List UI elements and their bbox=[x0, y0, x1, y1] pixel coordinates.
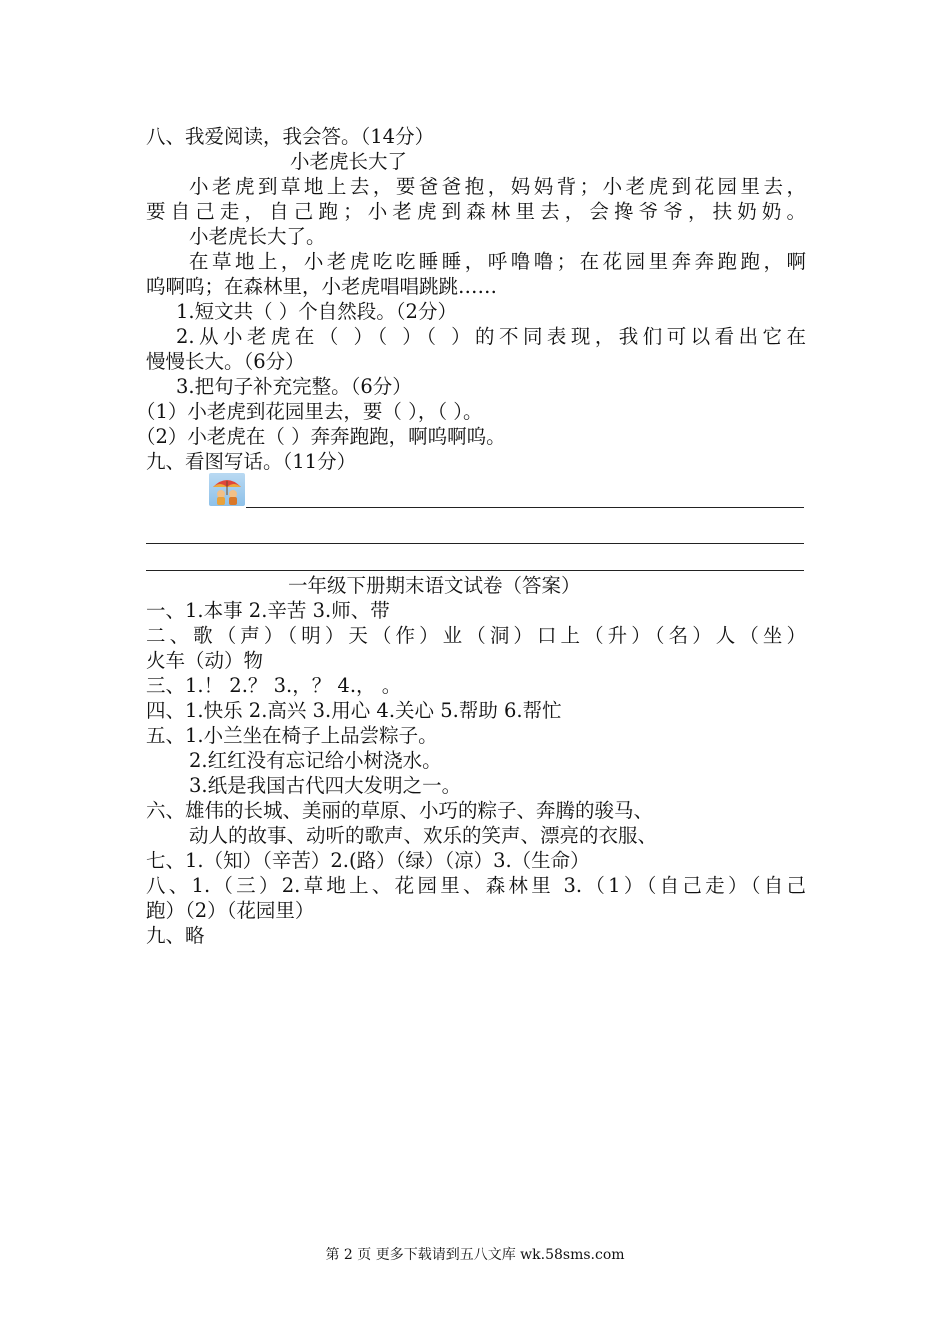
answer-2-line1: 二、歌（声）（明）天（作）业（洞）口上（升）（名）人（坐） bbox=[146, 624, 806, 647]
page-footer: 第 2 页 更多下载请到五八文库 wk.58sms.com bbox=[325, 1247, 625, 1263]
answer-4: 四、1.快乐 2.高兴 3.用心 4.关心 5.帮助 6.帮忙 bbox=[146, 699, 562, 722]
answer-1: 一、1.本事 2.辛苦 3.师、带 bbox=[146, 599, 390, 622]
answer-9: 九、略 bbox=[146, 924, 205, 947]
answer-5-3: 3.纸是我国古代四大发明之一。 bbox=[189, 774, 462, 797]
writing-line-1 bbox=[246, 507, 804, 508]
answer-5-2: 2.红红没有忘记给小树浇水。 bbox=[189, 749, 442, 772]
section-8-title: 八、我爱阅读，我会答。（14分） bbox=[146, 125, 435, 148]
story-para3-line1: 在草地上，小老虎吃吃睡睡，呼噜噜；在花园里奔奔跑跑，啊 bbox=[189, 250, 806, 273]
question-3-2: （2）小老虎在（ ）奔奔跑跑，啊呜啊呜。 bbox=[136, 425, 506, 448]
kids-under-umbrella-picture bbox=[209, 473, 245, 506]
question-2-line2: 慢慢长大。（6分） bbox=[146, 350, 305, 373]
answer-5-1: 五、1.小兰坐在椅子上品尝粽子。 bbox=[146, 724, 438, 747]
story-para2: 小老虎长大了。 bbox=[189, 225, 326, 248]
section-9-title: 九、看图写话。（11分） bbox=[146, 450, 357, 473]
answer-6-1: 六、雄伟的长城、美丽的草原、小巧的粽子、奔腾的骏马、 bbox=[146, 799, 654, 822]
story-para1-line1: 小老虎到草地上去，要爸爸抱，妈妈背；小老虎到花园里去， bbox=[189, 175, 806, 198]
question-1: 1.短文共（ ）个自然段。（2分） bbox=[176, 300, 457, 323]
question-3: 3.把句子补充完整。（6分） bbox=[176, 375, 412, 398]
answer-2-line2: 火车（动）物 bbox=[146, 649, 264, 672]
answer-8-line1: 八、1.（三）2.草地上、花园里、森林里 3.（1）（自己走）（自己 bbox=[146, 874, 806, 897]
answer-7: 七、1.（知）（辛苦）2.(路）（绿）（凉）3.（生命） bbox=[146, 849, 590, 872]
story-para1-line2: 要自己走，自己跑；小老虎到森林里去，会搀爷爷，扶奶奶。 bbox=[146, 200, 806, 223]
story-para3-line2: 呜啊呜；在森林里，小老虎唱唱跳跳…… bbox=[146, 275, 498, 298]
story-title: 小老虎长大了 bbox=[290, 150, 408, 173]
writing-line-3 bbox=[146, 570, 804, 571]
answers-title: 一年级下册期末语文试卷（答案） bbox=[288, 574, 581, 597]
answer-6-2: 动人的故事、动听的歌声、欢乐的笑声、漂亮的衣服、 bbox=[189, 824, 658, 847]
answer-8-line2: 跑）（2）（花园里） bbox=[146, 899, 315, 922]
question-2-line1: 2.从小老虎在（ ）（ ）（ ）的不同表现，我们可以看出它在 bbox=[176, 325, 806, 348]
question-3-1: （1）小老虎到花园里去，要（ ），（ ）。 bbox=[136, 400, 483, 423]
writing-line-2 bbox=[146, 543, 804, 544]
answer-3: 三、1.！ 2.？ 3.，？ 4.， 。 bbox=[146, 674, 402, 697]
